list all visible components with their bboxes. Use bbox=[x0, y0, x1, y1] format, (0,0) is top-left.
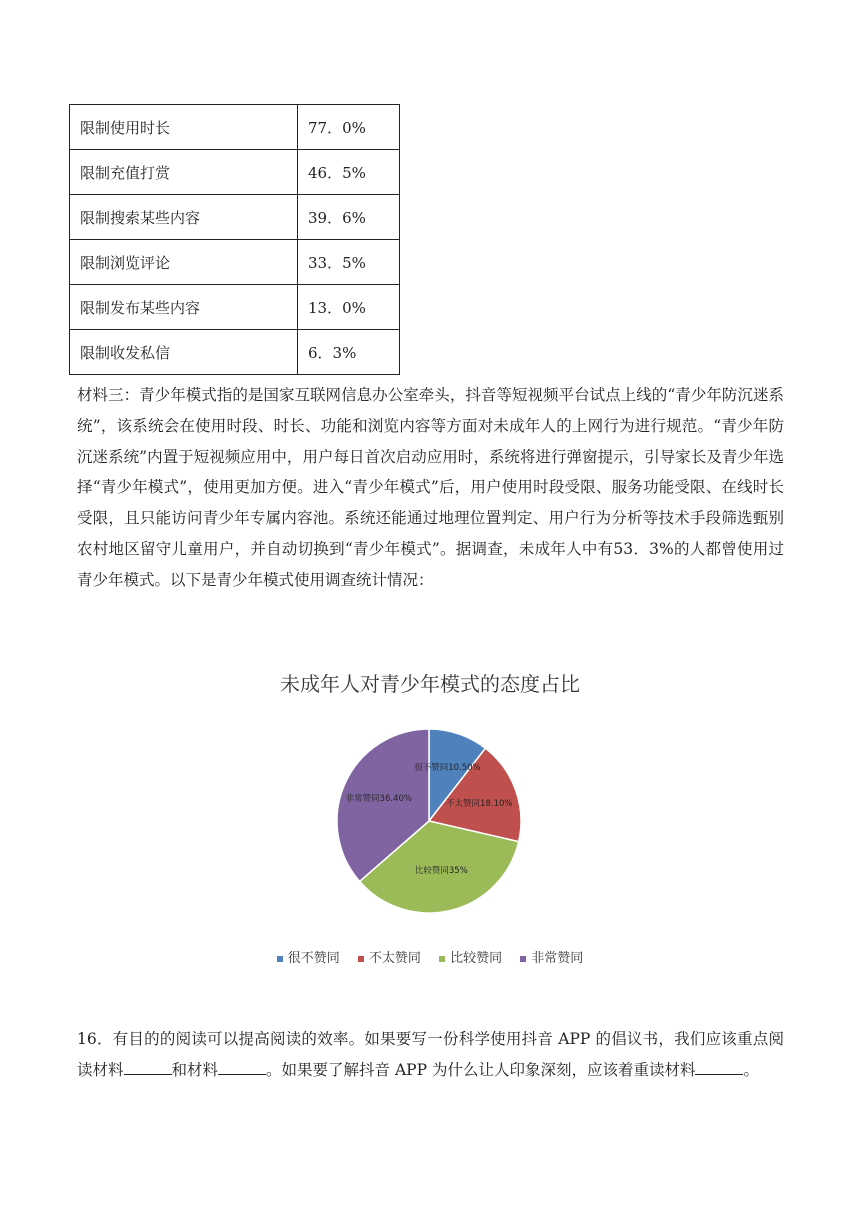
legend-label: 比较赞同 bbox=[450, 951, 503, 966]
table-cell-label: 限制浏览评论 bbox=[70, 240, 298, 285]
legend-item bbox=[439, 947, 502, 966]
table-cell-value: 13．0% bbox=[298, 285, 400, 330]
table-row bbox=[70, 150, 400, 195]
restriction-table bbox=[69, 104, 400, 375]
legend-swatch bbox=[358, 956, 364, 962]
legend-label: 非常赞同 bbox=[531, 951, 584, 966]
pie-data-label: 不太赞同18.10% bbox=[446, 799, 513, 810]
legend-item bbox=[277, 947, 340, 966]
pie-data-label: 非常赞同36.40% bbox=[345, 794, 412, 805]
pie-data-label: 比较赞同35% bbox=[414, 866, 468, 877]
pie-data-label: 很不赞同10.50% bbox=[414, 763, 481, 774]
table-cell-label: 限制发布某些内容 bbox=[70, 285, 298, 330]
table-row bbox=[70, 240, 400, 285]
legend-swatch bbox=[520, 956, 526, 962]
table-cell-value: 6．3% bbox=[298, 330, 400, 375]
table-cell-value: 39．6% bbox=[298, 195, 400, 240]
table-cell-label: 限制充值打赏 bbox=[70, 150, 298, 195]
question-text-3: 。如果要了解抖音 APP 为什么让人印象深刻，应该着重读材料 bbox=[266, 1060, 696, 1079]
legend-item bbox=[520, 947, 583, 966]
answer-blank-1[interactable] bbox=[124, 1060, 172, 1075]
question-text-1: 16．有目的的阅读可以提高阅读的效率。如果要写一份科学使用抖音 APP 的倡议书，我们应该重点阅读材料 bbox=[77, 1030, 784, 1079]
table-row bbox=[70, 330, 400, 375]
table-cell-value: 33．5% bbox=[298, 240, 400, 285]
question-16 bbox=[77, 1024, 784, 1086]
table-row bbox=[70, 195, 400, 240]
table-cell-label: 限制使用时长 bbox=[70, 105, 298, 150]
chart-title: 未成年人对青少年模式的态度占比 bbox=[280, 672, 580, 696]
pie-chart bbox=[320, 720, 540, 920]
material-three-paragraph: 材料三：青少年模式指的是国家互联网信息办公室牵头，抖音等短视频平台试点上线的“青少年防沉迷系统”，该系统会在使用时段、时长、功能和浏览内容等方面对未成年人的上网行为进行规范。“青少年防沉迷系统”内置于短视频应用中，用户每日首次启动应用时，系统将进行弹窗提示，引导家长及青少年选择“青少年模式”，使用更加方便。进入“青少年模式”后，用户使用时段受限、服务功能受限、在线时长受限，且只能访问青少年专属内容池。系统还能通过地理位置判定、用户行为分析等技术手段筛选甄别农村地区留守儿童用户，并自动切换到“青少年模式”。据调查，未成年人中有53．3%的人都曾使用过青少年模式。以下是青少年模式使用调查统计情况： bbox=[77, 386, 784, 589]
table-row bbox=[70, 105, 400, 150]
legend-swatch bbox=[439, 956, 445, 962]
table-cell-value: 77．0% bbox=[298, 105, 400, 150]
question-text-2: 和材料 bbox=[171, 1060, 219, 1079]
legend-swatch bbox=[277, 956, 283, 962]
legend-item bbox=[358, 947, 421, 966]
table-row bbox=[70, 285, 400, 330]
answer-blank-2[interactable] bbox=[218, 1060, 266, 1075]
legend-label: 很不赞同 bbox=[287, 951, 340, 966]
chart-legend bbox=[0, 947, 860, 966]
answer-blank-3[interactable] bbox=[695, 1060, 743, 1075]
table-cell-label: 限制收发私信 bbox=[70, 330, 298, 375]
legend-label: 不太赞同 bbox=[368, 951, 421, 966]
table-cell-value: 46．5% bbox=[298, 150, 400, 195]
table-cell-label: 限制搜索某些内容 bbox=[70, 195, 298, 240]
question-text-4: 。 bbox=[743, 1060, 759, 1079]
